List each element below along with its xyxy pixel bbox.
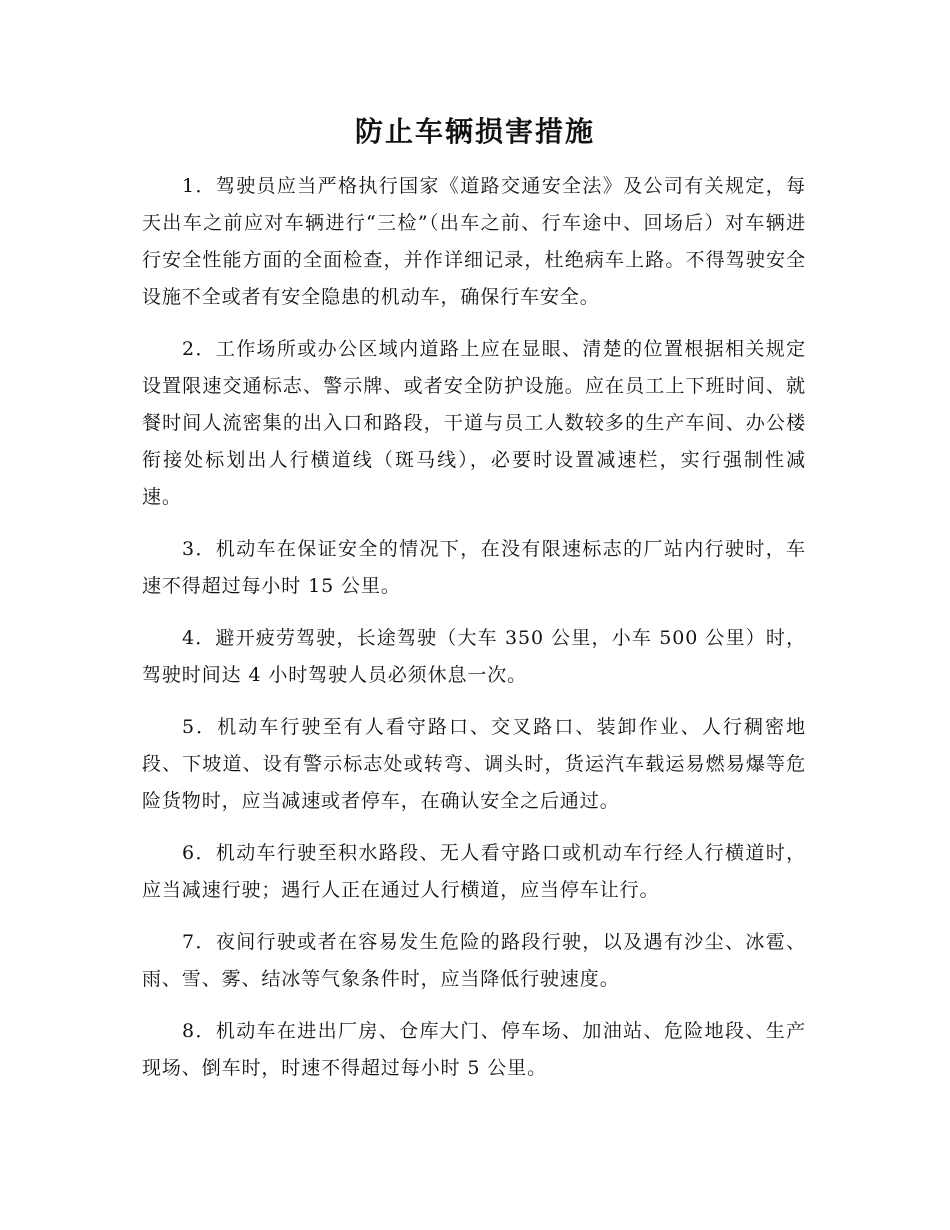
paragraph-6: 6．机动车行驶至积水路段、无人看守路口或机动车行经人行横道时，应当减速行驶；遇行人正在通过人行横道，应当停车让行。 bbox=[142, 842, 806, 901]
paragraph-7: 7．夜间行驶或者在容易发生危险的路段行驶，以及遇有沙尘、冰雹、雨、雪、雾、结冰等气象条件时，应当降低行驶速度。 bbox=[142, 931, 806, 990]
paragraph-4: 4．避开疲劳驾驶，长途驾驶（大车 350 公里，小车 500 公里）时，驾驶时间达 4 小时驾驶人员必须休息一次。 bbox=[142, 627, 806, 686]
document-title: 防止车辆损害措施 bbox=[354, 115, 595, 148]
paragraph-3: 3．机动车在保证安全的情况下，在没有限速标志的厂站内行驶时，车速不得超过每小时 15 公里。 bbox=[142, 538, 806, 597]
paragraph-2: 2．工作场所或办公区域内道路上应在显眼、清楚的位置根据相关规定设置限速交通标志、警示牌、或者安全防护设施。应在员工上下班时间、就餐时间人流密集的出入口和路段，干道与员工人数较多的生产车间、办公楼衔接处标划出人行横道线（斑马线），必要时设置减速栏，实行强制性减速。 bbox=[142, 338, 806, 508]
paragraph-8: 8．机动车在进出厂房、仓库大门、停车场、加油站、危险地段、生产现场、倒车时，时速不得超过每小时 5 公里。 bbox=[142, 1020, 806, 1079]
paragraph-1: 1．驾驶员应当严格执行国家《道路交通安全法》及公司有关规定，每天出车之前应对车辆进行“三检”（出车之前、行车途中、回场后）对车辆进行安全性能方面的全面检查，并作详细记录，杜绝病车上路。不得驾驶安全设施不全或者有安全隐患的机动车，确保行车安全。 bbox=[142, 175, 806, 308]
document-body bbox=[142, 168, 806, 1102]
paragraph-5: 5．机动车行驶至有人看守路口、交叉路口、装卸作业、人行稠密地段、下坡道、设有警示标志处或转弯、调头时，货运汽车载运易燃易爆等危险货物时，应当减速或者停车，在确认安全之后通过。 bbox=[142, 716, 806, 812]
